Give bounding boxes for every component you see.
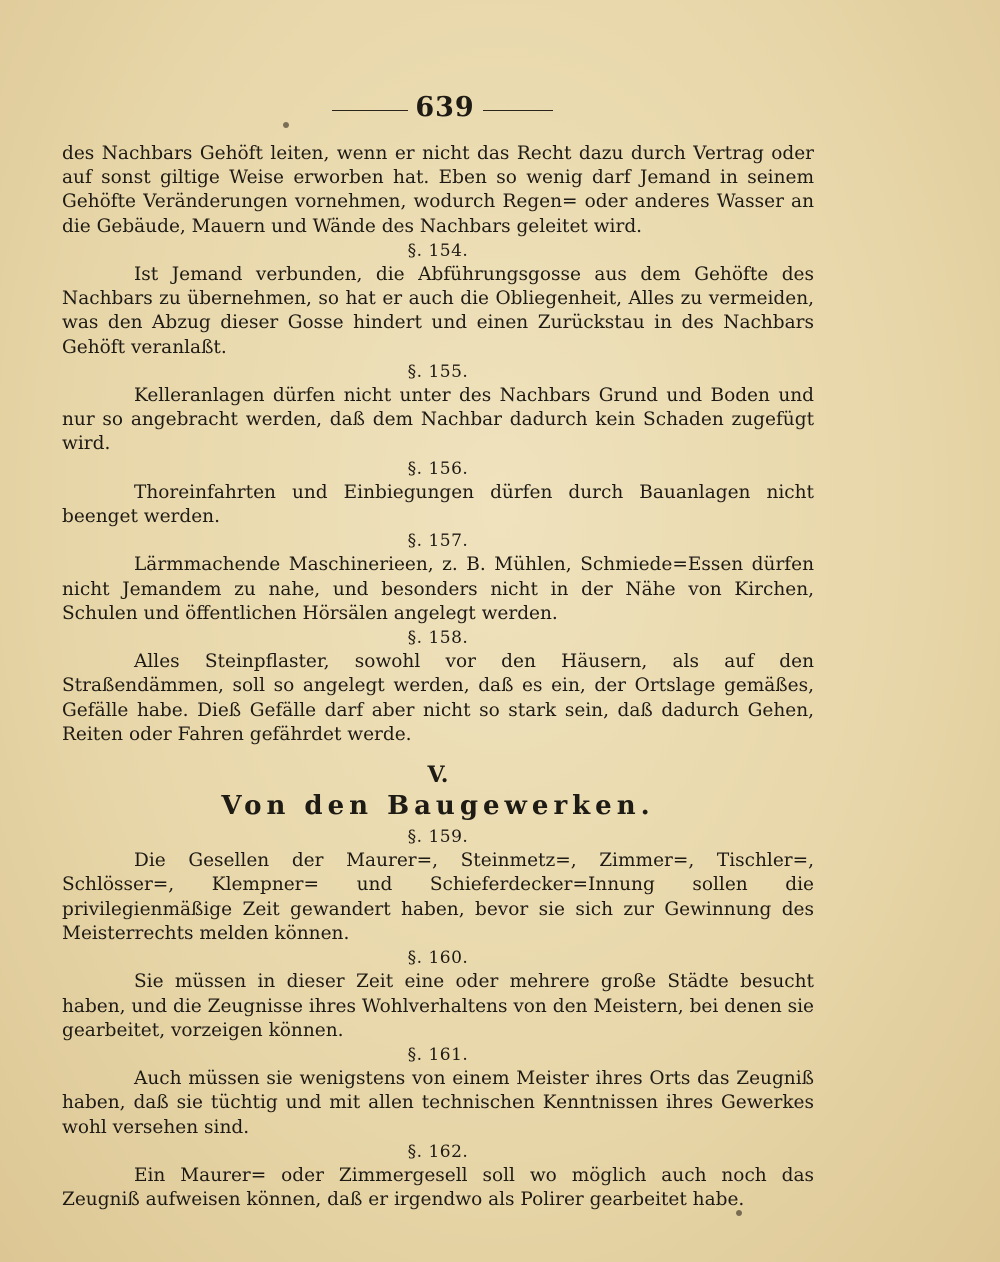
paragraph-158: Alles Steinpflaster, sowohl vor den Häusern, als auf den Straßendämmen, soll so angelegt werden, daß es ein, der Ortslage gemäßes, Gefälle habe. Dieß Gefälle darf aber nicht so stark sein, daß dadurch Gehen, Reiten oder Fahren gefährdet werde. [62, 651, 814, 745]
paragraph-continued: des Nachbars Gehöft leiten, wenn er nicht das Recht dazu durch Vertrag oder auf sonst giltige Weise erworben hat. Eben so wenig darf Jemand in seinem Gehöfte Veränderungen vornehmen, wodurch Regen= oder anderes Wasser an die Gebäude, Mauern und Wände des Nachbars geleitet wird. [62, 143, 814, 237]
section-heading-161: §. 161. [407, 1044, 469, 1065]
section-heading-159: §. 159. [407, 827, 469, 848]
section-heading-162: §. 162. [407, 1141, 469, 1162]
paragraph-154: Ist Jemand verbunden, die Abführungsgosse aus dem Gehöfte des Nachbars zu übernehmen, so hat er auch die Obliegenheit, Alles zu vermeiden, was den Abzug dieser Gosse hindert und einen Zurückstau in des Nachbars Gehöft veranlaßt. [62, 264, 814, 358]
section-heading-158: §. 158. [407, 628, 469, 649]
paragraph-162: Ein Maurer= oder Zimmergesell soll wo möglich auch noch das Zeugniß aufweisen können, daß er irgendwo als Polirer gearbeitet habe. [62, 1164, 814, 1211]
section-heading-156: §. 156. [407, 458, 469, 479]
paragraph-160: Sie müssen in dieser Zeit eine oder mehrere große Städte besucht haben, und die Zeugnisse ihres Wohlverhaltens von den Meistern, bei denen sie gearbeitet, vorzeigen können. [62, 971, 814, 1041]
paragraph-159: Die Gesellen der Maurer=, Steinmetz=, Zimmer=, Tischler=, Schlösser=, Klempner= und Schieferdecker=Innung sollen die privilegienmäßige Zeit gewandert haben, bevor sie sich zur Gewinnung des Meisterrechts melden können. [62, 850, 814, 944]
section-heading-154: §. 154. [407, 240, 469, 261]
page-header [0, 88, 1000, 128]
section-heading-157: §. 157. [407, 531, 469, 552]
ink-speck [283, 122, 289, 128]
header-rule-right [483, 110, 553, 111]
section-heading-155: §. 155. [407, 361, 469, 382]
paragraph-155: Kelleranlagen dürfen nicht unter des Nachbars Grund und Boden und nur so angebracht werden, daß dem Nachbar dadurch kein Schaden zugefügt wird. [62, 385, 814, 455]
header-rule-left [332, 110, 408, 111]
paragraph-156: Thoreinfahrten und Einbiegungen dürfen durch Bauanlagen nicht beenget werden. [62, 481, 814, 528]
section-heading-160: §. 160. [407, 948, 469, 969]
page-number: 639 [415, 92, 475, 123]
page-body [62, 142, 814, 1212]
paragraph-161: Auch müssen sie wenigstens von einem Meister ihres Orts das Zeugniß haben, daß sie tüchtig und mit allen technischen Kenntnissen ihres Gewerkes wohl versehen sind. [62, 1068, 814, 1138]
chapter-number: V. [427, 762, 449, 789]
chapter-title: Von den Baugewerken. [221, 791, 655, 822]
paragraph-157: Lärmmachende Maschinerieen, z. B. Mühlen, Schmiede=Essen dürfen nicht Jemandem zu nahe, und besonders nicht in der Nähe von Kirchen, Schulen und öffentlichen Hörsälen angelegt werden. [62, 554, 814, 624]
ink-speck [736, 1210, 742, 1216]
